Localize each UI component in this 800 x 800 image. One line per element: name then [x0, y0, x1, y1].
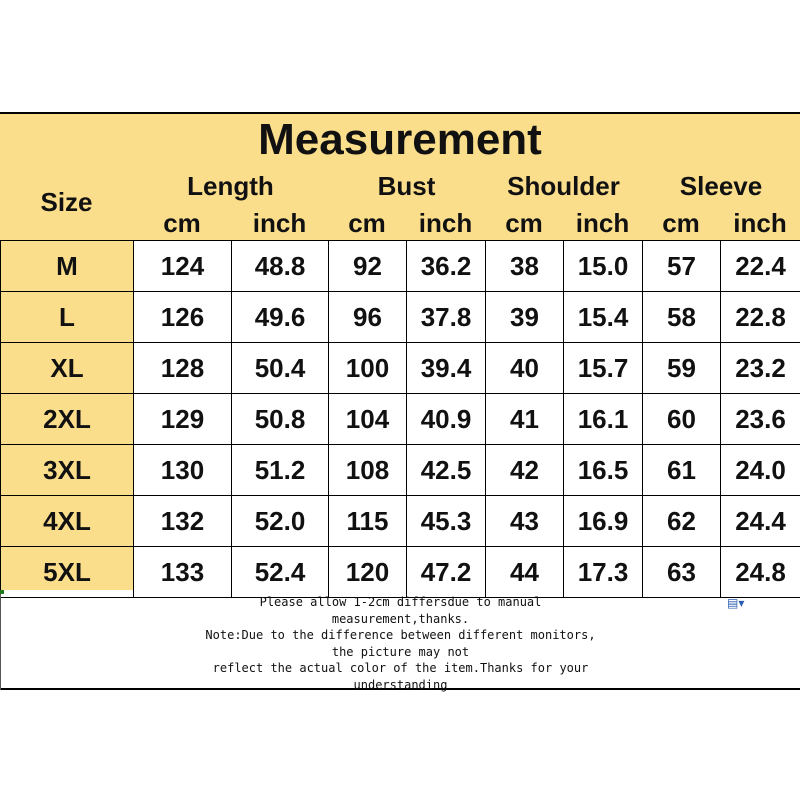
cell-marker-icon [0, 590, 4, 594]
note-line: Note:Due to the difference between different monitors, [205, 628, 596, 642]
measurement-cell: 49.6 [232, 292, 329, 343]
measurement-cell: 61 [643, 445, 721, 496]
measurement-cell: 108 [329, 445, 407, 496]
unit-shoulder-inch: inch [575, 208, 630, 238]
measurement-cell: 40 [486, 343, 564, 394]
measurement-cell: 57 [643, 241, 721, 292]
measurement-cell: 48.8 [232, 241, 329, 292]
table-row [1, 292, 800, 343]
table-row [1, 241, 800, 292]
measurement-cell: 59 [643, 343, 721, 394]
measurement-cell: 128 [134, 343, 232, 394]
measurement-cell: 133 [134, 547, 232, 598]
measurement-cell: 37.8 [407, 292, 486, 343]
measurement-cell: 50.4 [232, 343, 329, 394]
measurement-cell: 52.4 [232, 547, 329, 598]
measurement-cell: 43 [486, 496, 564, 547]
measurement-cell: 22.4 [721, 241, 800, 292]
unit-sleeve-inch: inch [733, 208, 787, 238]
note-line: Please allow 1-2cm differsdue to manual [259, 595, 542, 609]
note-line: the picture may not [331, 644, 470, 659]
measurement-cell: 42.5 [407, 445, 486, 496]
measurement-cell: 16.9 [564, 496, 643, 547]
group-length: Length [187, 171, 274, 201]
note-line: measurement,thanks. [331, 611, 470, 626]
measurement-cell: 15.0 [564, 241, 643, 292]
measurement-cell: 45.3 [407, 496, 486, 547]
measurement-cell: 120 [329, 547, 407, 598]
unit-bust-inch: inch [418, 208, 473, 238]
table-row [1, 445, 800, 496]
size-cell: 4XL [1, 496, 134, 547]
size-cell: XL [1, 343, 134, 394]
measurement-cell: 50.8 [232, 394, 329, 445]
measurement-cell: 63 [643, 547, 721, 598]
measurement-cell: 17.3 [564, 547, 643, 598]
group-shoulder: Shoulder [507, 171, 620, 201]
measurement-cell: 24.8 [721, 547, 800, 598]
measurement-cell: 92 [329, 241, 407, 292]
measurement-table [0, 240, 800, 598]
measurement-cell: 47.2 [407, 547, 486, 598]
measurement-cell: 41 [486, 394, 564, 445]
table-row [1, 343, 800, 394]
size-cell: 2XL [1, 394, 134, 445]
measurement-cell: 24.4 [721, 496, 800, 547]
measurement-cell: 51.2 [232, 445, 329, 496]
measurement-cell: 44 [486, 547, 564, 598]
measurement-cell: 58 [643, 292, 721, 343]
measurement-cell: 16.5 [564, 445, 643, 496]
note-line: reflect the actual color of the item.Thanks for your [212, 661, 589, 675]
table-row [1, 394, 800, 445]
measurement-cell: 15.4 [564, 292, 643, 343]
measurement-cell: 130 [134, 445, 232, 496]
measurement-cell: 39.4 [407, 343, 486, 394]
group-sleeve: Sleeve [679, 171, 763, 201]
size-cell: 5XL [1, 547, 134, 598]
measurement-cell: 124 [134, 241, 232, 292]
table-row [1, 496, 800, 547]
measurement-cell: 115 [329, 496, 407, 547]
unit-length-inch: inch [252, 208, 307, 238]
note-line: understanding [353, 677, 448, 692]
measurement-cell: 96 [329, 292, 407, 343]
unit-sleeve-cm: cm [662, 208, 700, 238]
page-title: Measurement [258, 115, 542, 164]
measurement-cell: 23.2 [721, 343, 800, 394]
measurement-cell: 100 [329, 343, 407, 394]
measurement-cell: 23.6 [721, 394, 800, 445]
unit-bust-cm: cm [348, 208, 386, 238]
unit-length-cm: cm [163, 208, 201, 238]
measurement-cell: 60 [643, 394, 721, 445]
measurement-sheet [0, 112, 800, 690]
measurement-cell: 24.0 [721, 445, 800, 496]
measurement-cell: 126 [134, 292, 232, 343]
size-cell: L [1, 292, 134, 343]
measurement-cell: 40.9 [407, 394, 486, 445]
group-bust: Bust [377, 171, 436, 201]
size-cell: M [1, 241, 134, 292]
size-header: Size [40, 187, 93, 217]
measurement-cell: 52.0 [232, 496, 329, 547]
paste-options-icon[interactable]: ▤▾ [727, 596, 745, 610]
measurement-note [0, 590, 800, 690]
unit-shoulder-cm: cm [505, 208, 543, 238]
measurement-cell: 62 [643, 496, 721, 547]
measurement-cell: 42 [486, 445, 564, 496]
measurement-cell: 38 [486, 241, 564, 292]
measurement-cell: 15.7 [564, 343, 643, 394]
measurement-cell: 22.8 [721, 292, 800, 343]
measurement-cell: 39 [486, 292, 564, 343]
measurement-cell: 16.1 [564, 394, 643, 445]
measurement-cell: 104 [329, 394, 407, 445]
size-cell: 3XL [1, 445, 134, 496]
measurement-cell: 36.2 [407, 241, 486, 292]
measurement-cell: 129 [134, 394, 232, 445]
measurement-cell: 132 [134, 496, 232, 547]
